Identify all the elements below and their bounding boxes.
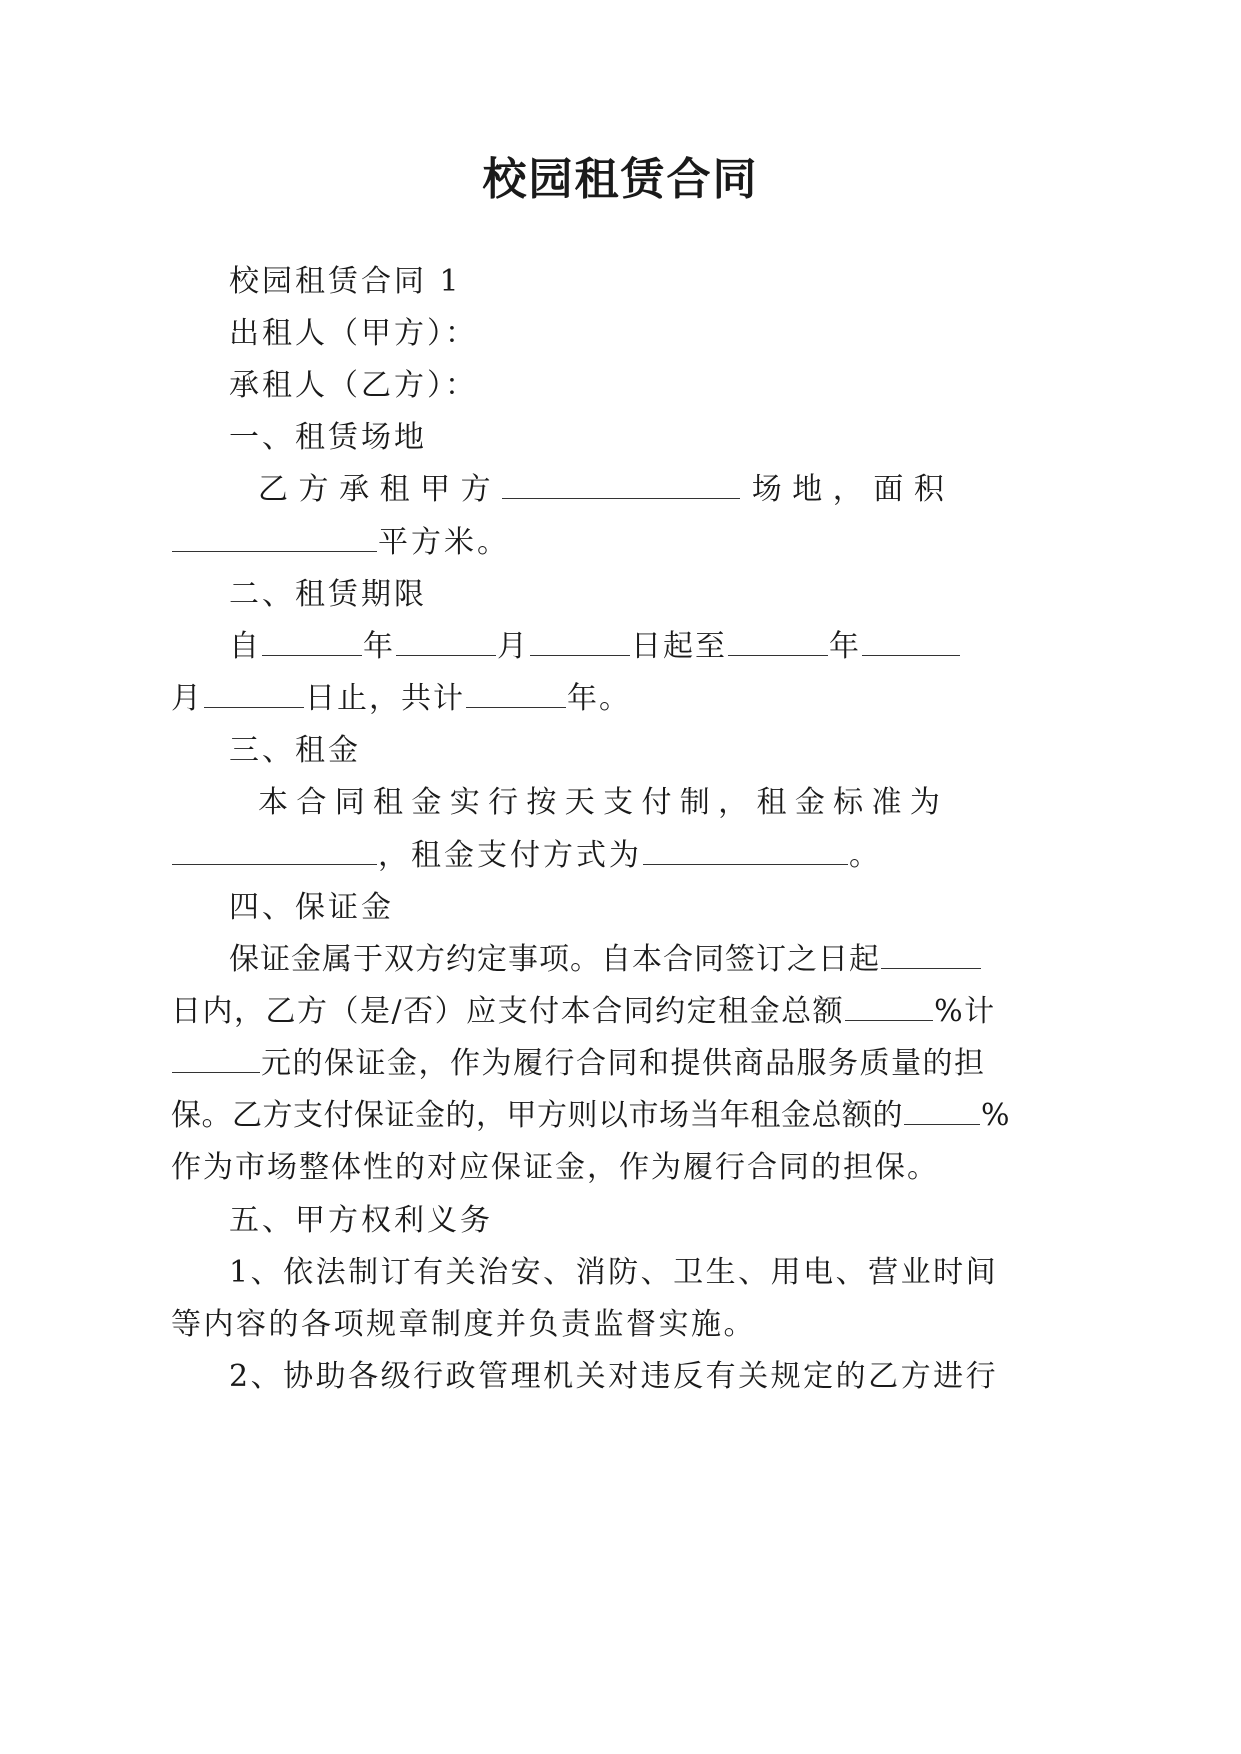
text-char: 方	[298, 472, 329, 507]
text-char: ，	[832, 472, 863, 507]
section-5-heading: 五、甲方权利义务	[229, 1203, 493, 1238]
venue-blank	[502, 470, 740, 499]
text-char: 按	[526, 785, 557, 820]
text-char: 承	[339, 472, 370, 507]
text-segment: 日内，乙方（是/否）应支付本合同约定租金总额	[171, 994, 845, 1029]
text-segment: 年	[829, 629, 861, 664]
contract-heading: 校园租赁合同 1	[229, 264, 462, 299]
text-segment: 。	[849, 838, 882, 873]
text-segment: 日止，共计	[305, 681, 465, 716]
text-segment: 保证金属于双方约定事项。自本合同签订之日起	[229, 942, 880, 977]
start-day-blank	[530, 627, 630, 656]
text-char: 租	[379, 472, 410, 507]
text-segment: %计	[934, 994, 996, 1029]
text-segment: %	[981, 1098, 1011, 1133]
section-1-line-1	[258, 470, 944, 510]
market-percent-blank	[904, 1096, 980, 1125]
text-char: 标	[833, 785, 864, 820]
start-year-blank	[262, 627, 362, 656]
text-char: 行	[488, 785, 519, 820]
section-4-heading: 四、保证金	[229, 890, 394, 925]
text-char: 甲	[420, 472, 451, 507]
section-2-heading: 二、租赁期限	[229, 577, 427, 612]
days-blank	[881, 940, 981, 969]
section-4-line-4	[171, 1096, 1010, 1136]
text-char: 积	[913, 472, 944, 507]
end-year-blank	[728, 627, 828, 656]
rent-standard-blank	[172, 836, 377, 865]
text-char: 金	[794, 785, 825, 820]
text-char: 租	[373, 785, 404, 820]
section-1-heading: 一、租赁场地	[229, 420, 427, 455]
text-char: 面	[873, 472, 904, 507]
text-char: 同	[334, 785, 365, 820]
deposit-amount-blank	[172, 1044, 260, 1073]
section-2-line-1	[229, 627, 961, 667]
section-4-line-3	[171, 1044, 986, 1084]
document-title: 校园租赁合同	[482, 154, 759, 205]
text-char: 场	[751, 472, 782, 507]
text-char: 实	[449, 785, 480, 820]
section-4-line-5: 作为市场整体性的对应保证金，作为履行合同的担保。	[171, 1150, 939, 1185]
area-blank	[172, 523, 377, 552]
text-char: 本	[258, 785, 288, 820]
text-char: 支	[603, 785, 634, 820]
section-5-item-1-line-2: 等内容的各项规章制度并负责监督实施。	[171, 1307, 756, 1342]
text-char: 租	[756, 785, 787, 820]
deposit-percent-blank	[845, 992, 933, 1021]
section-3-heading: 三、租金	[229, 733, 361, 768]
text-char: ，	[718, 785, 749, 820]
text-char: 为	[909, 785, 940, 820]
text-segment: 月	[497, 629, 529, 664]
text-segment: 年	[363, 629, 395, 664]
lessor-line: 出租人（甲方）：	[229, 316, 478, 351]
text-char: 合	[296, 785, 327, 820]
section-5-item-1-line-1: 1、依法制订有关治安、消防、卫生、用电、营业时间	[229, 1255, 999, 1290]
text-char: 方	[460, 472, 491, 507]
text-char: 地	[792, 472, 823, 507]
text-segment: 年。	[567, 681, 631, 716]
section-3-line-2	[171, 836, 882, 876]
payment-method-blank	[643, 836, 848, 865]
text-char: 乙	[258, 472, 288, 507]
text-char: 天	[564, 785, 595, 820]
start-month-blank	[396, 627, 496, 656]
section-3-line-1	[258, 783, 940, 823]
text-char: 金	[411, 785, 442, 820]
text-segment: 日起至	[631, 629, 727, 664]
text-char: 付	[641, 785, 672, 820]
section-1-line-2	[171, 523, 510, 563]
text-segment: 月	[171, 681, 203, 716]
area-unit: 平方米。	[378, 525, 510, 560]
section-5-item-2-line-1: 2、协助各级行政管理机关对违反有关规定的乙方进行	[229, 1359, 999, 1394]
text-segment: 自	[229, 629, 261, 664]
section-4-line-2	[171, 992, 996, 1032]
text-char: 准	[871, 785, 902, 820]
text-segment: 保。乙方支付保证金的，甲方则以市场当年租金总额的	[171, 1098, 903, 1133]
lessee-line: 承租人（乙方）：	[229, 368, 478, 403]
section-4-line-1	[229, 940, 982, 980]
total-years-blank	[466, 679, 566, 708]
text-char: 制	[679, 785, 710, 820]
section-2-line-2	[171, 679, 631, 719]
text-segment: 元的保证金，作为履行合同和提供商品服务质量的担	[261, 1046, 986, 1081]
end-month-blank	[862, 627, 960, 656]
end-day-blank	[204, 679, 304, 708]
text-segment: ，租金支付方式为	[378, 838, 642, 873]
